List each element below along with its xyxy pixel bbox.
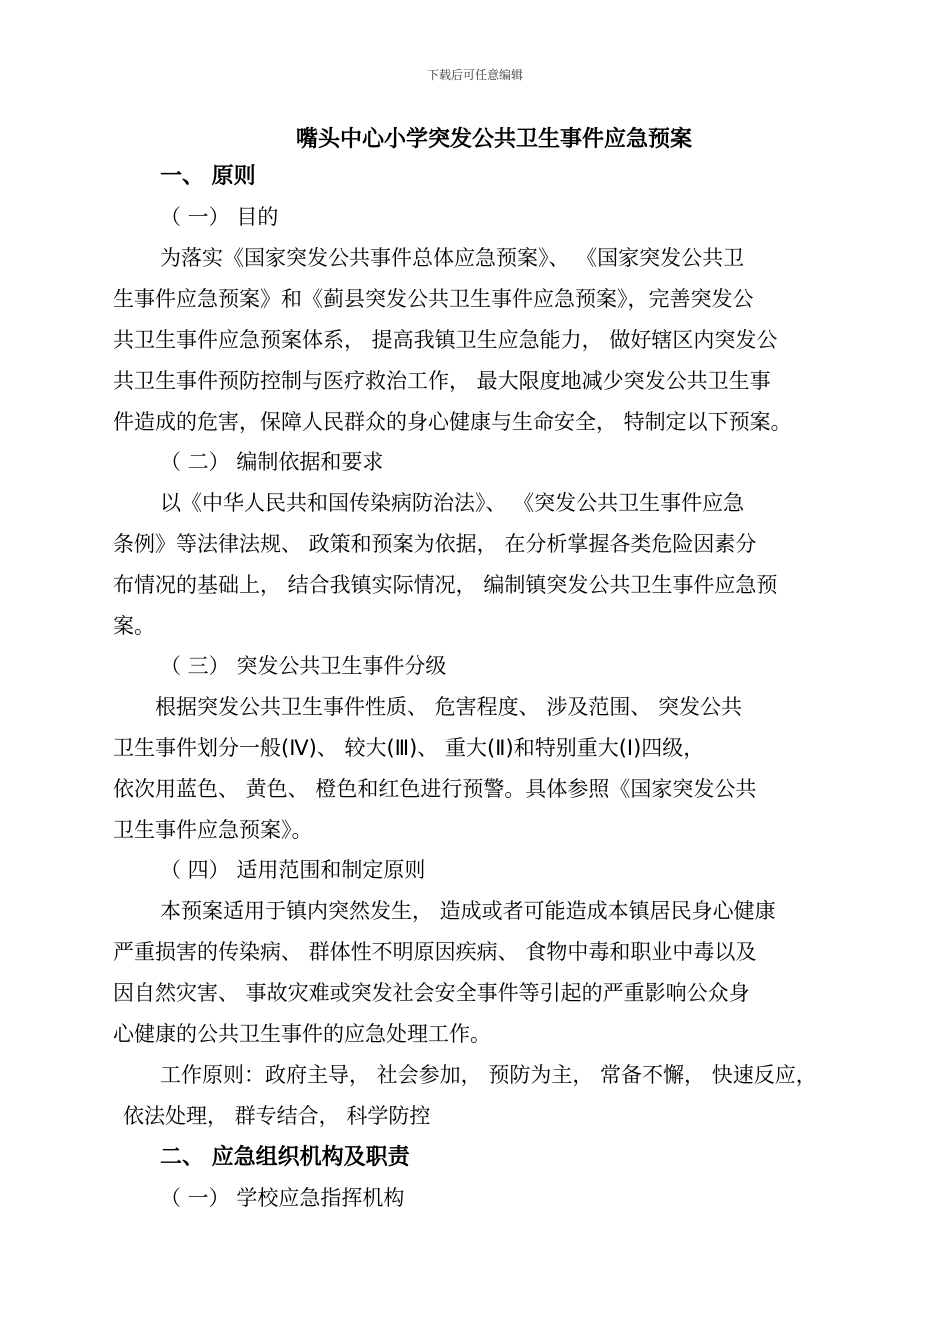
paragraph-line: 为落实《国家突发公共事件总体应急预案》、 《国家突发公共卫	[160, 246, 745, 270]
paragraph-line: 共卫生事件预防控制与医疗救治工作， 最大限度地减少突发公共卫生事	[113, 369, 771, 393]
subheading-scope: （ 四） 适用范围和制定原则	[160, 858, 426, 882]
paragraph-line: 件造成的危害，保障人民群众的身心健康与生命安全， 特制定以下预案。	[113, 410, 792, 434]
paragraph-purpose	[113, 238, 853, 443]
paragraph-line: 根据突发公共卫生事件性质、 危害程度、 涉及范围、 突发公共	[155, 695, 743, 719]
paragraph-line: 共卫生事件应急预案体系， 提高我镇卫生应急能力， 做好辖区内突发公	[113, 328, 778, 352]
paragraph-classification	[113, 687, 853, 851]
paragraph-line: 生事件应急预案》和《蓟县突发公共卫生事件应急预案》，完善突发公	[113, 287, 754, 311]
paragraph-line: 案。	[113, 614, 155, 638]
paragraph-line: 依法处理， 群专结合， 科学防控	[123, 1104, 431, 1128]
paragraph-line: 卫生事件应急预案》。	[113, 818, 313, 842]
document-title: 嘴头中心小学突发公共卫生事件应急预案	[296, 127, 693, 152]
section-heading-organization: 二、 应急组织机构及职责	[160, 1145, 410, 1170]
header-note: 下载后可任意编辑	[426, 68, 523, 82]
paragraph-line: 本预案适用于镇内突然发生， 造成或者可能造成本镇居民身心健康	[160, 899, 776, 923]
subheading-classification: （ 三） 突发公共卫生事件分级	[160, 654, 447, 678]
subheading-basis: （ 二） 编制依据和要求	[160, 450, 384, 474]
paragraph-scope	[113, 891, 853, 1055]
subheading-command: （ 一） 学校应急指挥机构	[160, 1186, 405, 1210]
paragraph-work-principles	[113, 1055, 853, 1137]
paragraph-line: 因自然灾害、 事故灾难或突发社会安全事件等引起的严重影响公众身	[113, 981, 750, 1005]
paragraph-line: 严重损害的传染病、 群体性不明原因疾病、 食物中毒和职业中毒以及	[113, 940, 757, 964]
paragraph-line: 条例》等法律法规、 政策和预案为依据， 在分析掌握各类危险因素分	[113, 532, 757, 556]
paragraph-line: 工作原则：政府主导， 社会参加， 预防为主， 常备不懈， 快速反应，	[160, 1063, 817, 1087]
paragraph-line: 心健康的公共卫生事件的应急处理工作。	[113, 1022, 491, 1046]
paragraph-line: 依次用蓝色、 黄色、 橙色和红色进行预警。具体参照《国家突发公共	[113, 777, 757, 801]
paragraph-line: 以《中华人民共和国传染病防治法》、 《突发公共卫生事件应急	[160, 491, 745, 515]
subheading-purpose: （ 一） 目的	[160, 205, 279, 229]
paragraph-basis	[113, 483, 853, 647]
paragraph-line: 卫生事件划分一般(Ⅳ)、 较大(Ⅲ)、 重大(Ⅱ)和特别重大(Ⅰ)四级，	[113, 736, 705, 760]
paragraph-line: 布情况的基础上， 结合我镇实际情况， 编制镇突发公共卫生事件应急预	[113, 573, 778, 597]
section-heading-principles: 一、 原则	[160, 164, 256, 189]
